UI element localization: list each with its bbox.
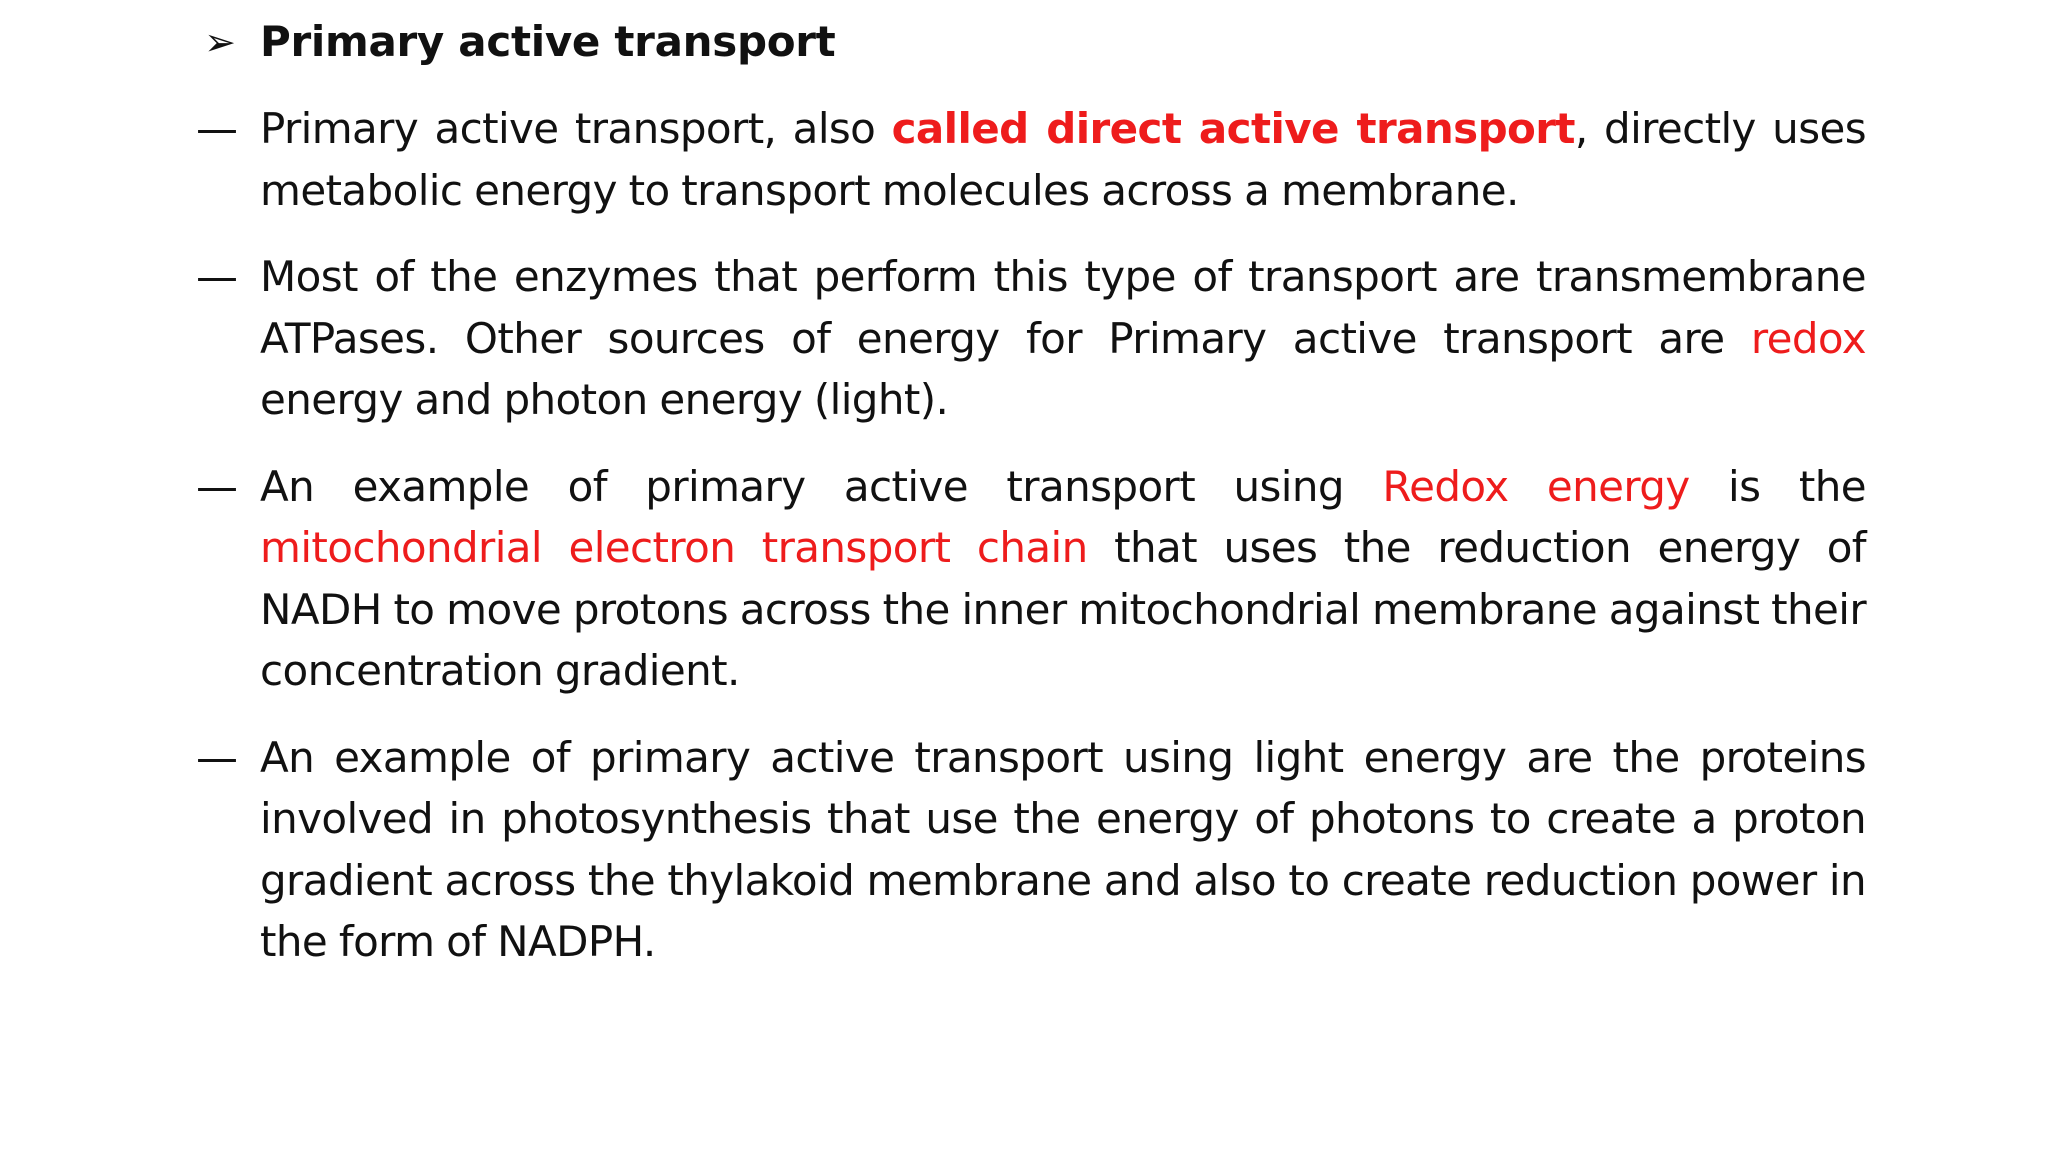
highlighted-term: redox: [1750, 313, 1866, 363]
dash-bullet-icon: —: [196, 104, 238, 153]
bullet-text: [260, 98, 1866, 221]
bullet-text: [260, 727, 1866, 973]
heading-title: Primary active transport: [260, 17, 836, 66]
highlighted-term: called direct active transport: [891, 104, 1575, 153]
bullet-text: [260, 456, 1866, 702]
text-segment: energy and photon energy (light).: [260, 375, 949, 424]
bullet-item: [196, 98, 1866, 221]
dash-bullet-icon: —: [196, 732, 238, 782]
dash-bullet-icon: —: [196, 461, 238, 511]
text-segment: Most of the enzymes that perform this type of transport are transmembrane ATPases. Other sources of energy for Primary active transport are: [260, 252, 1866, 363]
highlighted-term: mitochondrial electron transport chain: [260, 523, 1088, 572]
bullet-item: [196, 727, 1866, 973]
bullet-item: [196, 456, 1866, 702]
dash-bullet-icon: —: [196, 252, 238, 301]
text-segment: Primary active transport, also: [260, 104, 892, 153]
bullet-text: [260, 246, 1866, 431]
bullet-item: [196, 246, 1866, 431]
text-segment: that uses the reduction energy of NADH to move protons across the inner mitochondrial membrane against their concentration gradient.: [260, 523, 1866, 695]
arrowhead-bullet-icon: ➢: [204, 20, 236, 64]
highlighted-term: Redox energy: [1382, 461, 1690, 511]
text-segment: is the: [1689, 461, 1866, 511]
text-segment: , directly uses metabolic energy to transport molecules across a membrane.: [260, 104, 1866, 215]
text-segment: An example of primary active transport using light energy are the proteins involved in photosynthesis that use the energy of photons to create a proton gradient across the thylakoid membrane and also to create reduction power in the form of NADPH.: [260, 732, 1866, 966]
slide-heading: [202, 14, 835, 70]
text-segment: An example of primary active transport using: [260, 461, 1383, 511]
bullet-list: [196, 98, 1866, 998]
